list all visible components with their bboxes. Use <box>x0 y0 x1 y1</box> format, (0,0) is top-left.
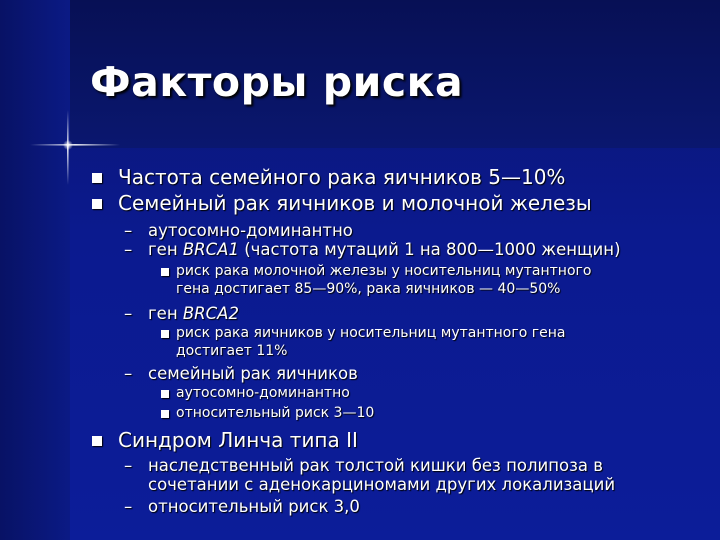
square-bullet-icon <box>92 436 102 446</box>
square-bullet-icon <box>161 268 169 276</box>
list-item: семейный рак яичников <box>148 364 358 383</box>
list-item-prefix: ген <box>148 304 183 323</box>
list-item: Частота семейного рака яичников 5—10% <box>118 165 566 189</box>
list-item <box>148 240 621 259</box>
square-bullet-icon <box>161 410 169 418</box>
dash-bullet-icon: – <box>124 240 133 259</box>
list-item-suffix: (частота мутаций 1 на 800—1000 женщин) <box>238 240 621 259</box>
square-bullet-icon <box>161 330 169 338</box>
list-item-line: сочетании с аденокарциномами других локализаций <box>148 475 616 494</box>
list-item-line: достигает 11% <box>176 343 288 359</box>
gene-name: BRCA1 <box>182 240 239 259</box>
slide-title: Факторы риска <box>90 58 464 106</box>
dash-bullet-icon: – <box>124 364 133 383</box>
dash-bullet-icon: – <box>124 497 133 516</box>
list-item-line: наследственный рак толстой кишки без полипоза в <box>148 456 603 475</box>
list-item: аутосомно-доминантно <box>148 221 353 240</box>
square-bullet-icon <box>161 390 169 398</box>
list-item: относительный риск 3—10 <box>176 405 375 421</box>
dash-bullet-icon: – <box>124 304 133 323</box>
list-item: аутосомно-доминантно <box>176 385 350 401</box>
list-item-line: риск рака яичников у носительниц мутантного гена <box>176 325 566 341</box>
dash-bullet-icon: – <box>124 221 133 240</box>
list-item-prefix: ген <box>148 240 183 259</box>
dash-bullet-icon: – <box>124 456 133 475</box>
list-item <box>148 304 239 323</box>
square-bullet-icon <box>92 199 102 209</box>
list-item: Синдром Линча типа II <box>118 428 358 452</box>
list-item-line: гена достигает 85—90%, рака яичников — 40—50% <box>176 281 561 297</box>
list-item: Семейный рак яичников и молочной железы <box>118 191 592 215</box>
list-item-line: риск рака молочной железы у носительниц мутантного <box>176 263 592 279</box>
list-item: относительный риск 3,0 <box>148 497 360 516</box>
square-bullet-icon <box>92 173 102 183</box>
gene-name: BRCA2 <box>182 304 239 323</box>
